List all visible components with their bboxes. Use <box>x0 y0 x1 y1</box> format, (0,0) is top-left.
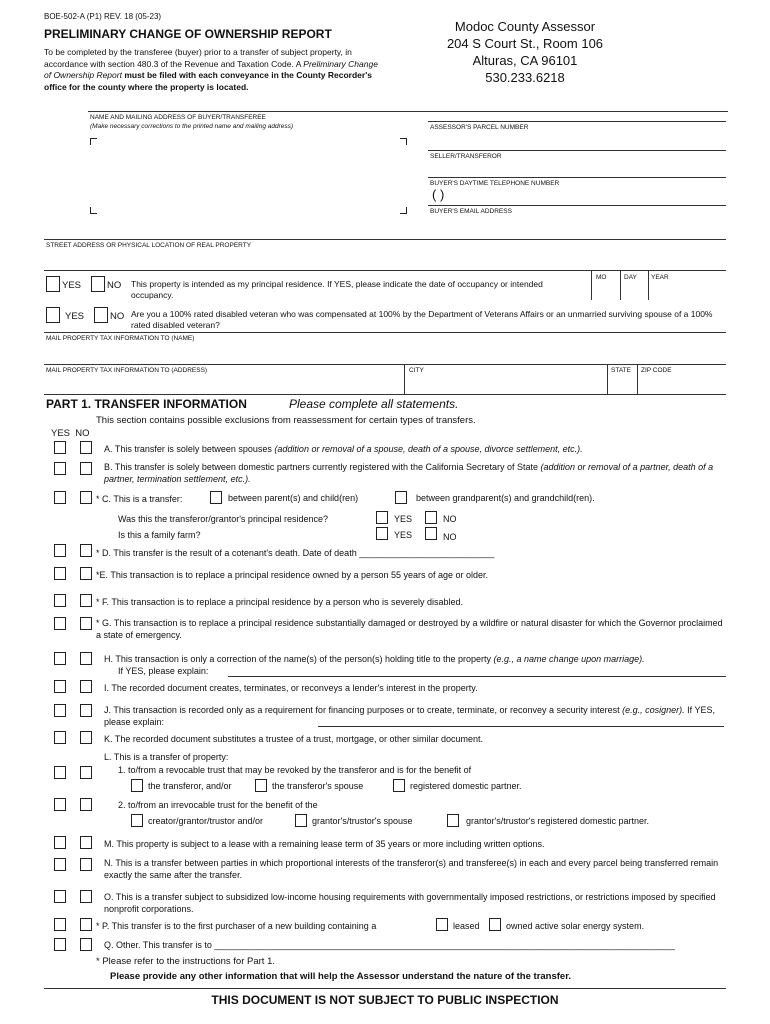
phone-field[interactable]: ( ) <box>432 187 445 202</box>
f-no-checkbox[interactable] <box>80 594 92 607</box>
i-no-checkbox[interactable] <box>80 680 92 693</box>
seller-label: SELLER/TRANSFEROR <box>430 153 502 160</box>
veteran-no-label: NO <box>110 311 125 322</box>
l2-partner-label: grantor's/trustor's registered domestic partner. <box>466 816 650 826</box>
item-h: H. This transaction is only a correction of the name(s) of the person(s) holding title to the property (e.g., a name change upon marriage). <box>104 654 645 664</box>
c-farm-no-label: NO <box>443 532 457 542</box>
f-yes-checkbox[interactable] <box>54 594 66 607</box>
city-label: CITY <box>409 367 424 374</box>
item-a: A. This transfer is solely between spouses (addition or removal of a spouse, death of a spouse, divorce settlement, etc.). <box>104 444 583 454</box>
e-no-checkbox[interactable] <box>80 567 92 580</box>
a-yes-checkbox[interactable] <box>54 441 66 454</box>
c-grandparent-checkbox[interactable] <box>395 491 407 504</box>
d-no-checkbox[interactable] <box>80 544 92 557</box>
intro-text: To be completed by the transferee (buyer) prior to a transfer of subject property, in accordance with section 480.3 of the Revenue and Taxation Code. A Preliminary Change of Ownership Report must be filed with each conveyance in the County Recorder's office for the county where the property is located. <box>44 47 378 92</box>
q-yes-checkbox[interactable] <box>54 938 66 951</box>
c-principal-yes-label: YES <box>394 514 413 524</box>
assessor-address: Modoc County Assessor 204 S Court St., Room 106 Alturas, CA 96101 530.233.6218 <box>446 19 604 85</box>
a-no-checkbox[interactable] <box>80 441 92 454</box>
l1-partner-checkbox[interactable] <box>393 779 405 792</box>
street-field[interactable] <box>46 250 726 268</box>
l2-spouse-label: grantor's/trustor's spouse <box>312 816 413 826</box>
principal-yes-checkbox[interactable] <box>46 276 60 292</box>
l2-spouse-checkbox[interactable] <box>295 814 307 827</box>
c-no-checkbox[interactable] <box>80 491 92 504</box>
street-label: STREET ADDRESS OR PHYSICAL LOCATION OF REAL PROPERTY <box>46 242 252 249</box>
mail-address-label: MAIL PROPERTY TAX INFORMATION TO (ADDRESS) <box>46 367 208 374</box>
item-o: O. This is a transfer subject to subsidized low-income housing requirements with governmentally imposed restrictions, or restrictions imposed by specified nonprofit corporations. <box>104 892 716 914</box>
l1-spouse-checkbox[interactable] <box>255 779 267 792</box>
part1-subtitle: Please complete all statements. <box>289 397 459 411</box>
veteran-no-checkbox[interactable] <box>94 307 108 323</box>
l-no-checkbox[interactable] <box>80 766 92 779</box>
item-b: B. This transfer is solely between domestic partners currently registered with the California Secretary of State (addition or removal of a partner, death of a partner, termination settlement, etc.). <box>104 462 714 484</box>
c-farm-no-checkbox[interactable] <box>425 527 437 540</box>
item-l: L. This is a transfer of property: <box>104 752 229 762</box>
l2-creator-label: creator/grantor/trustor and/or <box>148 816 264 826</box>
j-explain-field[interactable] <box>318 726 724 727</box>
item-m: M. This property is subject to a lease with a remaining lease term of 35 years or more including written options. <box>104 839 545 849</box>
c-yes-checkbox[interactable] <box>54 491 66 504</box>
c-parent-child-checkbox[interactable] <box>210 491 222 504</box>
b-no-checkbox[interactable] <box>80 462 92 475</box>
veteran-question: Are you a 100% rated disabled veteran who was compensated at 100% by the Department of Veterans Affairs or an unmarried surviving spouse of a 100% rated disabled veteran? <box>131 309 713 330</box>
h-yes-checkbox[interactable] <box>54 652 66 665</box>
l2-no-checkbox[interactable] <box>80 798 92 811</box>
item-j: J. This transaction is recorded only as a requirement for financing purposes or to create, terminate, or reconvey a security interest (e.g., cosigner). If YES, please explain: <box>104 705 715 727</box>
p-no-checkbox[interactable] <box>80 918 92 931</box>
principal-no-checkbox[interactable] <box>91 276 105 292</box>
state-label: STATE <box>611 367 631 374</box>
form-title: PRELIMINARY CHANGE OF OWNERSHIP REPORT <box>44 27 332 41</box>
n-no-checkbox[interactable] <box>80 858 92 871</box>
item-p: * P. This transfer is to the first purchaser of a new building containing a <box>96 921 377 931</box>
q-no-checkbox[interactable] <box>80 938 92 951</box>
veteran-yes-label: YES <box>65 311 85 322</box>
item-g: * G. This transaction is to replace a principal residence substantially damaged or destroyed by a wildfire or natural disaster for which the Governor proclaimed a state of emergency. <box>96 618 723 640</box>
item-l2: 2. to/from an irrevocable trust for the benefit of the <box>118 800 318 810</box>
part1-footer: Please provide any other information that will help the Assessor understand the nature of the transfer. <box>110 971 572 982</box>
c-parent-child-label: between parent(s) and child(ren) <box>228 493 359 503</box>
j-no-checkbox[interactable] <box>80 704 92 717</box>
l1-transferor-checkbox[interactable] <box>131 779 143 792</box>
mail-name-field[interactable] <box>46 343 726 361</box>
seller-field[interactable] <box>430 161 725 175</box>
l2-partner-checkbox[interactable] <box>447 814 459 827</box>
c-farm-yes-checkbox[interactable] <box>376 527 388 540</box>
n-yes-checkbox[interactable] <box>54 858 66 871</box>
day-label: DAY <box>624 274 637 281</box>
m-yes-checkbox[interactable] <box>54 836 66 849</box>
l2-creator-checkbox[interactable] <box>131 814 143 827</box>
p-owned-label: owned active solar energy system. <box>506 921 645 931</box>
yes-no-header: YES NO <box>51 428 90 439</box>
d-yes-checkbox[interactable] <box>54 544 66 557</box>
c-principal-yes-checkbox[interactable] <box>376 511 388 524</box>
buyer-name-label: NAME AND MAILING ADDRESS OF BUYER/TRANSFEREE <box>90 114 266 121</box>
b-yes-checkbox[interactable] <box>54 462 66 475</box>
item-l1: 1. to/from a revocable trust that may be revoked by the transferor and is for the benefit of <box>118 765 472 775</box>
part1-note: This section contains possible exclusions from reassessment for certain types of transfers. <box>96 415 476 426</box>
g-no-checkbox[interactable] <box>80 617 92 630</box>
l-yes-checkbox[interactable] <box>54 766 66 779</box>
l2-yes-checkbox[interactable] <box>54 798 66 811</box>
c-principal-no-label: NO <box>443 514 457 524</box>
j-yes-checkbox[interactable] <box>54 704 66 717</box>
c-farm-question: Is this a family farm? <box>118 530 201 540</box>
e-yes-checkbox[interactable] <box>54 567 66 580</box>
part1-title: PART 1. TRANSFER INFORMATION <box>46 397 247 411</box>
p-owned-checkbox[interactable] <box>489 918 501 931</box>
buyer-name-sublabel: (Make necessary corrections to the printed name and mailing address) <box>90 123 294 130</box>
item-h-explain-label: If YES, please explain: <box>118 666 209 676</box>
item-d: * D. This transfer is the result of a cotenant's death. Date of death ___________________________ <box>96 548 495 558</box>
l1-partner-label: registered domestic partner. <box>410 781 522 791</box>
year-label: YEAR <box>651 274 669 281</box>
email-label: BUYER'S EMAIL ADDRESS <box>430 208 512 215</box>
part1-footnote: * Please refer to the instructions for Part 1. <box>96 956 276 967</box>
m-no-checkbox[interactable] <box>80 836 92 849</box>
email-field[interactable] <box>430 216 725 230</box>
item-n: N. This is a transfer between parties in which proportional interests of the transferor(s) and transferee(s) in each and every parcel being transferred remain exactly the same after the transfer. <box>104 858 719 880</box>
p-leased-checkbox[interactable] <box>436 918 448 931</box>
o-yes-checkbox[interactable] <box>54 890 66 903</box>
veteran-yes-checkbox[interactable] <box>46 307 60 323</box>
c-principal-question: Was this the transferor/grantor's principal residence? <box>118 514 328 524</box>
item-f: * F. This transaction is to replace a principal residence by a person who is severely disabled. <box>96 597 464 607</box>
h-no-checkbox[interactable] <box>80 652 92 665</box>
form-id: BOE-502-A (P1) REV. 18 (05-23) <box>44 12 162 21</box>
item-k: K. The recorded document substitutes a trustee of a trust, mortgage, or other similar document. <box>104 734 484 744</box>
p-yes-checkbox[interactable] <box>54 918 66 931</box>
l1-transferor-label: the transferor, and/or <box>148 781 232 791</box>
k-yes-checkbox[interactable] <box>54 731 66 744</box>
item-e: *E. This transaction is to replace a principal residence owned by a person 55 years of age or older. <box>96 570 489 580</box>
buyer-name-address-field[interactable] <box>96 144 396 206</box>
mail-name-label: MAIL PROPERTY TAX INFORMATION TO (NAME) <box>46 335 195 342</box>
p-leased-label: leased <box>453 921 480 931</box>
h-explain-field[interactable] <box>228 676 726 677</box>
principal-yes-label: YES <box>62 280 82 291</box>
parcel-label: ASSESSOR'S PARCEL NUMBER <box>430 124 529 131</box>
phone-label: BUYER'S DAYTIME TELEPHONE NUMBER <box>430 180 560 187</box>
parcel-number-field[interactable] <box>430 132 725 148</box>
i-yes-checkbox[interactable] <box>54 680 66 693</box>
principal-question: This property is intended as my principal residence. If YES, please indicate the date of occupancy or intended occupancy. <box>131 279 543 300</box>
mo-label: MO <box>596 274 607 281</box>
zip-label: ZIP CODE <box>641 367 672 374</box>
c-farm-yes-label: YES <box>394 530 413 540</box>
c-grandparent-label: between grandparent(s) and grandchild(ren). <box>416 493 595 503</box>
principal-no-label: NO <box>107 280 122 291</box>
o-no-checkbox[interactable] <box>80 890 92 903</box>
l1-spouse-label: the transferor's spouse <box>272 781 364 791</box>
item-q: Q. Other. This transfer is to ____________________________________________________________________________________________ <box>104 940 675 950</box>
item-i: I. The recorded document creates, terminates, or reconveys a lender's interest in the property. <box>104 683 478 693</box>
bottom-banner: THIS DOCUMENT IS NOT SUBJECT TO PUBLIC INSPECTION <box>211 993 559 1007</box>
c-principal-no-checkbox[interactable] <box>425 511 437 524</box>
item-c: * C. This is a transfer: <box>96 494 183 504</box>
g-yes-checkbox[interactable] <box>54 617 66 630</box>
k-no-checkbox[interactable] <box>80 731 92 744</box>
